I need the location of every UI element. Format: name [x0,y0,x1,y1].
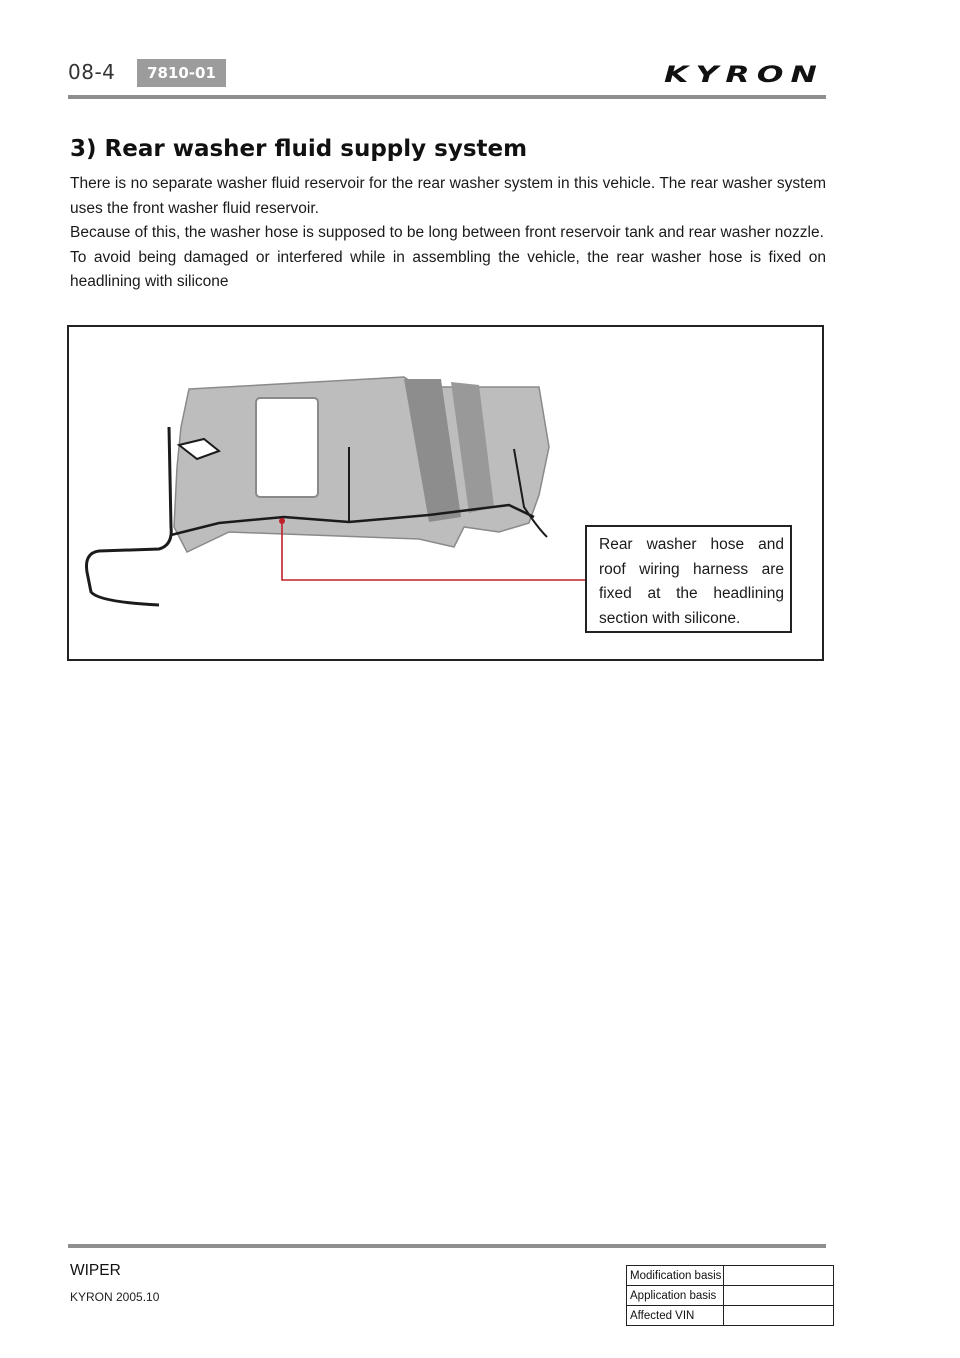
brand-logo-text: KYRON [664,63,824,88]
revision-row [627,1306,834,1326]
paragraph-2: Because of this, the washer hose is supposed to be long between front reservoir tank and rear washer nozzle. [70,224,824,241]
revision-value [724,1286,834,1306]
footer-rule [68,1244,826,1248]
header-rule [68,95,826,99]
revision-label: Application basis [627,1286,724,1306]
figure-box [67,325,824,661]
section-title: 3) Rear washer fluid supply system [70,136,528,162]
revision-value [724,1266,834,1286]
paragraph-1: There is no separate washer fluid reservoir for the rear washer system in this vehicle. The rear washer system uses the front washer fluid reservoir. [70,175,826,217]
callout-line-1: Rear washer hose and [599,536,784,553]
footer-section-name: WIPER [70,1262,121,1279]
wiring-harness [87,427,172,605]
paragraph-3: To avoid being damaged or interfered while in assembling the vehicle, the rear washer hose is fixed on headlining with silicone [70,248,826,290]
callout-line-3: fixed at the headlining [599,585,784,602]
revision-row [627,1266,834,1286]
callout-line-2: roof wiring harness are [599,560,784,578]
brand-logo [660,60,828,88]
revision-value [724,1306,834,1326]
section-code-badge: 7810-01 [137,59,226,87]
revision-label: Modification basis [627,1266,724,1286]
revision-label: Affected VIN [627,1306,724,1326]
body-text [70,172,826,295]
headlining-panel [174,377,549,552]
sunroof-opening [256,398,318,497]
revision-row [627,1286,834,1306]
footer-model-date: KYRON 2005.10 [70,1290,160,1304]
callout-line-4: section with silicone. [599,609,741,627]
page-number: 08-4 [68,60,116,84]
callout-box [585,525,792,633]
revision-table [626,1265,834,1326]
